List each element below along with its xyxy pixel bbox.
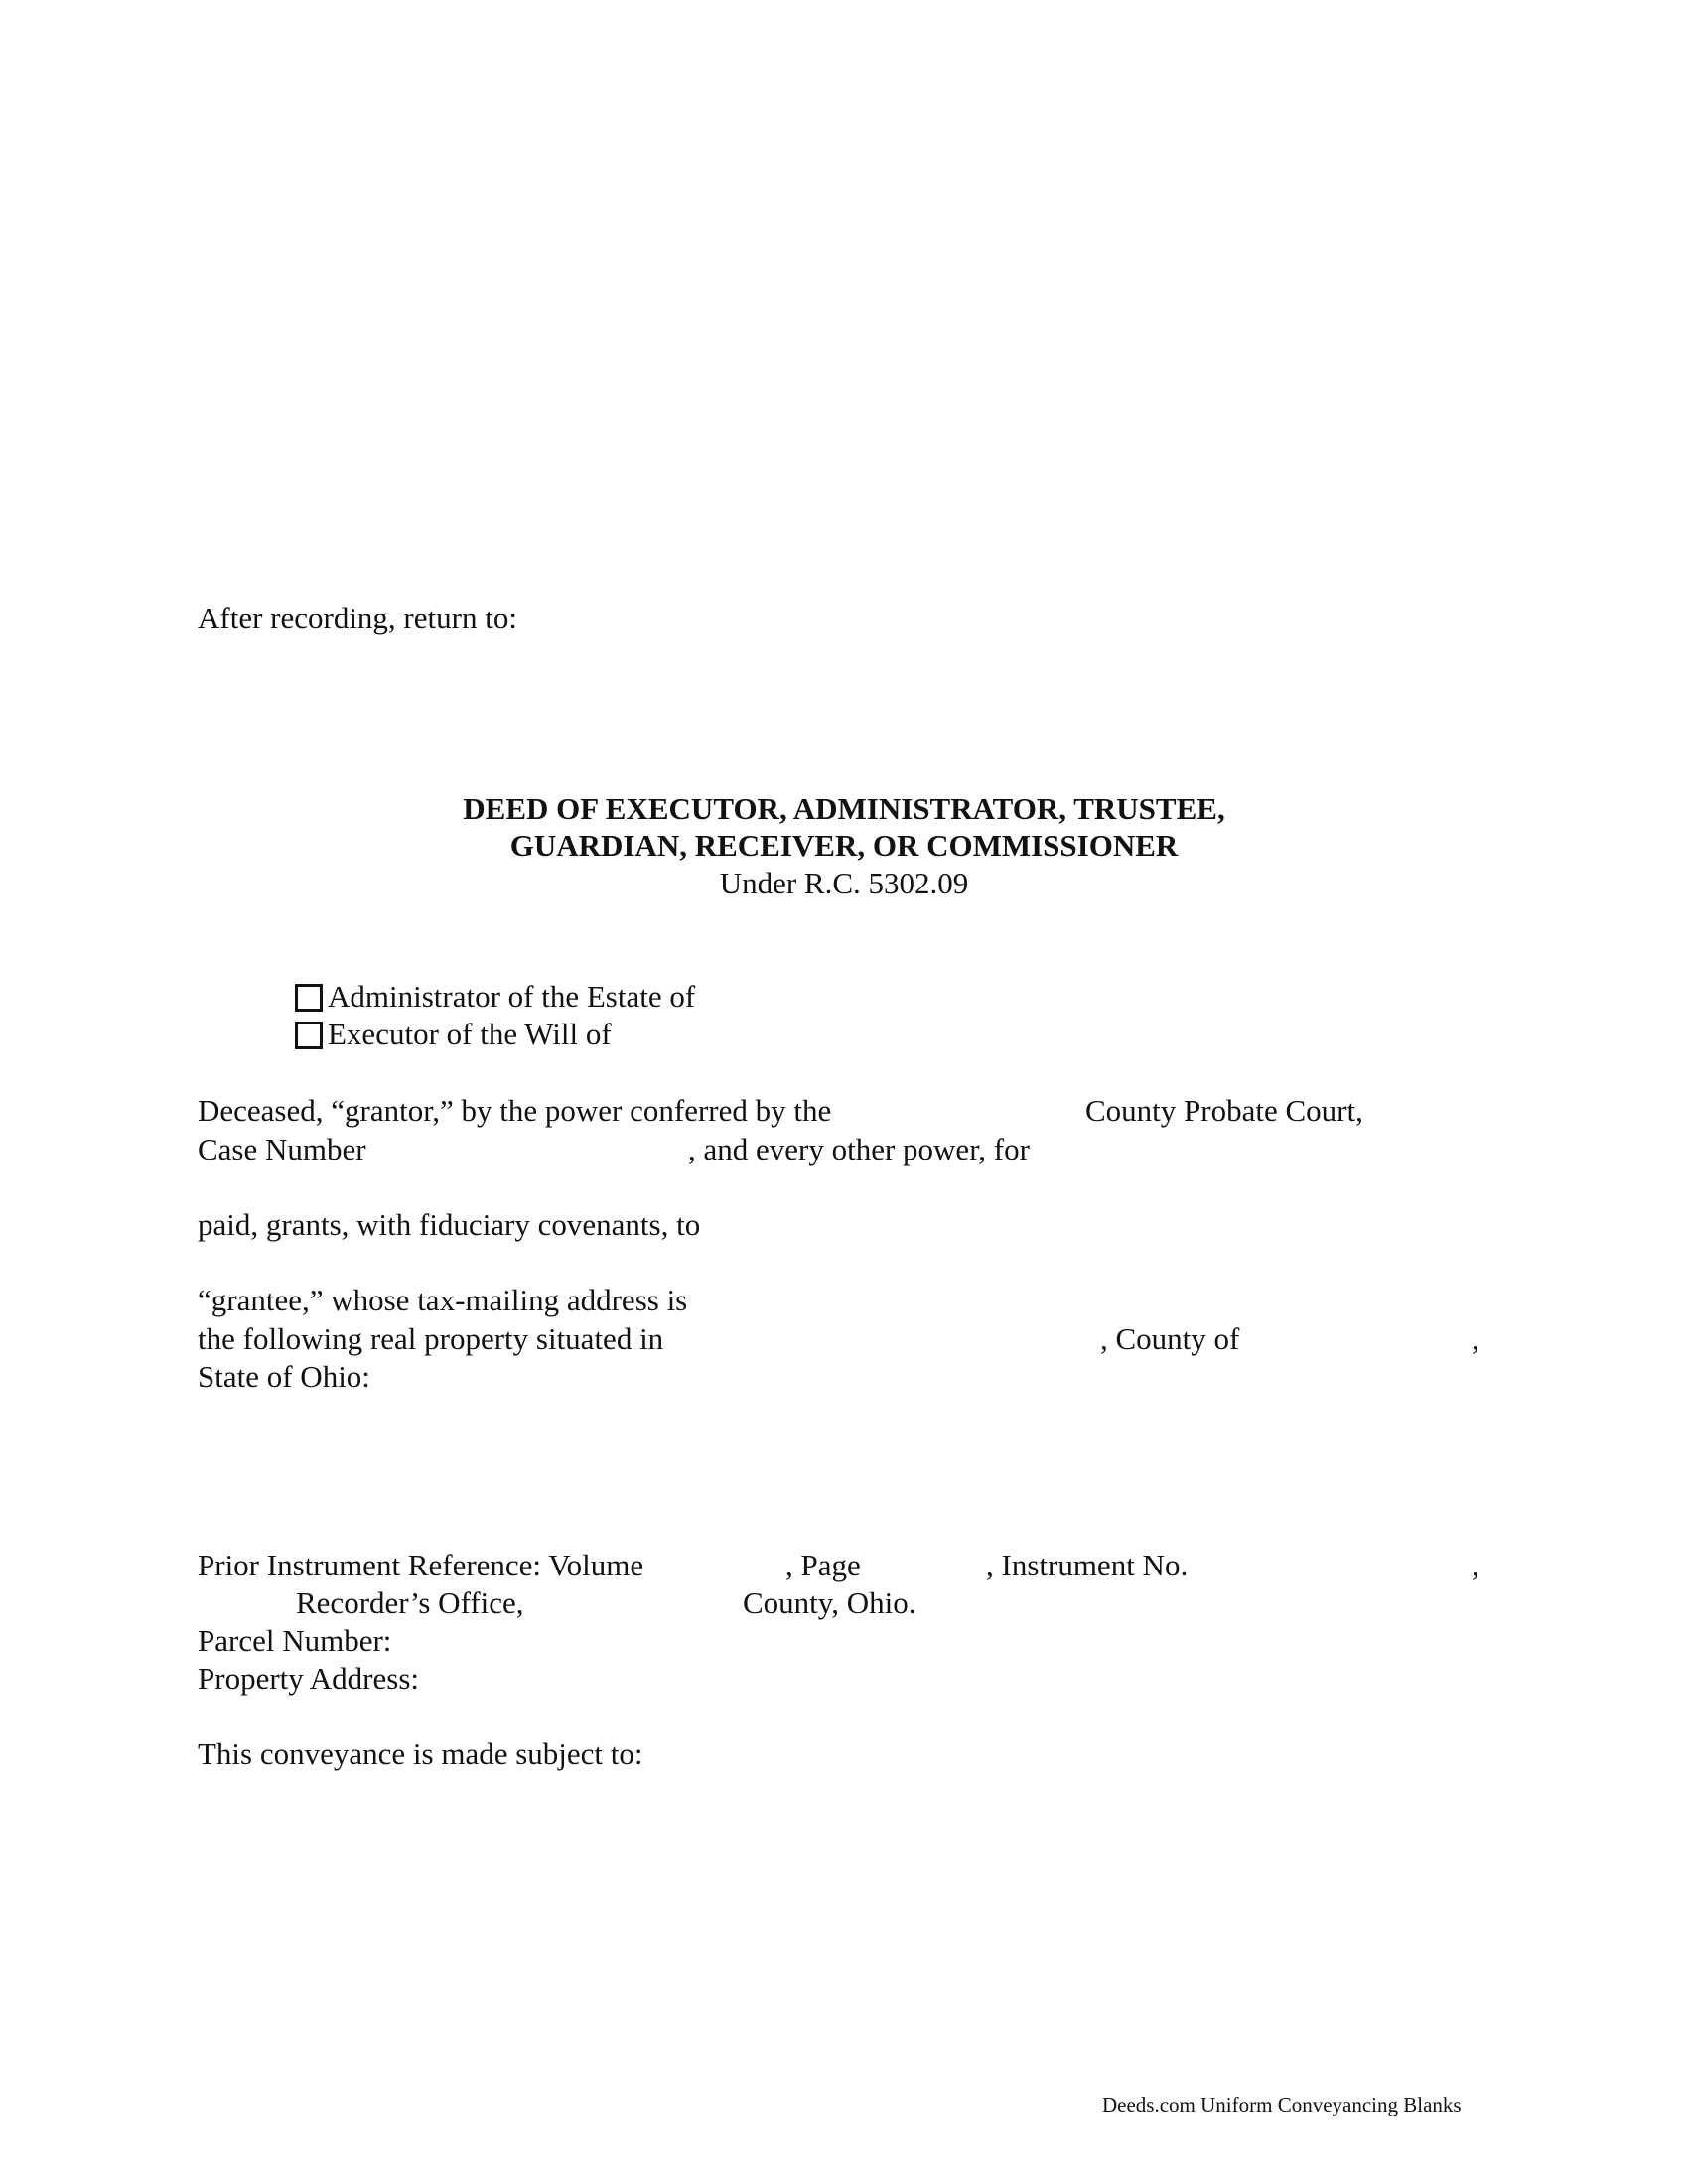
every-other-power-text: , and every other power, for: [688, 1132, 1030, 1166]
probate-court-text: County Probate Court,: [1085, 1093, 1363, 1128]
recorders-office-label: Recorder’s Office,: [296, 1585, 524, 1620]
county-comma: ,: [1472, 1321, 1479, 1356]
administrator-checkbox[interactable]: [295, 984, 323, 1012]
county-ohio-label: County, Ohio.: [743, 1585, 916, 1620]
property-address-label: Property Address:: [198, 1661, 420, 1696]
parcel-number-label: Parcel Number:: [198, 1623, 392, 1658]
instrument-number-label: , Instrument No.: [986, 1548, 1189, 1582]
grantor-line1-text: Deceased, “grantor,” by the power conferred by the: [198, 1093, 832, 1128]
return-to-label: After recording, return to:: [198, 601, 517, 635]
state-of-ohio-text: State of Ohio:: [198, 1359, 370, 1394]
statute-reference: Under R.C. 5302.09: [719, 866, 969, 900]
grants-text: paid, grants, with fiduciary covenants, to: [198, 1207, 701, 1242]
page-label: , Page: [785, 1548, 861, 1582]
grantee-address-text: “grantee,” whose tax-mailing address is: [198, 1283, 688, 1317]
subject-to-text: This conveyance is made subject to:: [198, 1736, 643, 1771]
case-number-label: Case Number: [198, 1132, 366, 1166]
instrument-comma: ,: [1472, 1548, 1479, 1582]
executor-option-label: Executor of the Will of: [328, 1017, 612, 1051]
deed-title-line2: GUARDIAN, RECEIVER, OR COMMISSIONER: [509, 828, 1179, 863]
executor-checkbox[interactable]: [295, 1022, 323, 1049]
county-of-label: , County of: [1100, 1321, 1240, 1356]
deed-title-line1: DEED OF EXECUTOR, ADMINISTRATOR, TRUSTEE,: [463, 791, 1225, 826]
administrator-option-label: Administrator of the Estate of: [328, 979, 696, 1014]
property-situated-text: the following real property situated in: [198, 1321, 664, 1356]
footer-branding: Deeds.com Uniform Conveyancing Blanks: [1102, 2093, 1462, 2116]
prior-instrument-label: Prior Instrument Reference: Volume: [198, 1548, 644, 1582]
